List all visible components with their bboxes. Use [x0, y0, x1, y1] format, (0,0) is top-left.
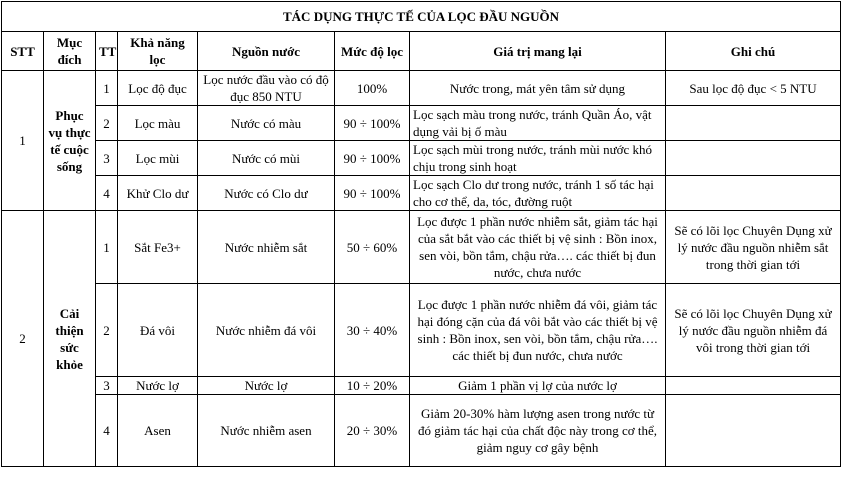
row-note: Sau lọc độ đục < 5 NTU [666, 71, 841, 106]
row-level: 90 ÷ 100% [335, 106, 410, 141]
header-stt: STT [2, 32, 44, 71]
row-value: Giảm 1 phần vị lợ của nước lợ [410, 377, 666, 395]
row-value: Giảm 20-30% hàm lượng asen trong nước từ đó giảm tác hại của chất độc này trong cơ thể, giảm nguy cơ gây bệnh [410, 395, 666, 467]
row-capability: Lọc màu [118, 106, 198, 141]
table-row [2, 141, 841, 176]
row-tt: 1 [96, 211, 118, 284]
row-capability: Đá vôi [118, 284, 198, 377]
row-level: 30 ÷ 40% [335, 284, 410, 377]
table-row [2, 211, 841, 284]
row-tt: 3 [96, 377, 118, 395]
row-source: Nước nhiễm asen [198, 395, 335, 467]
table-row [2, 395, 841, 467]
row-value: Lọc sạch mùi trong nước, tránh mùi nước khó chịu trong sinh hoạt [410, 141, 666, 176]
row-note: Sẽ có lõi lọc Chuyên Dụng xử lý nước đầu nguồn nhiễm sắt trong thời gian tới [666, 211, 841, 284]
row-capability: Lọc độ đục [118, 71, 198, 106]
row-source: Lọc nước đầu vào có độ đục 850 NTU [198, 71, 335, 106]
table-row [2, 284, 841, 377]
table-row [2, 176, 841, 211]
header-capability: Khả năng lọc [118, 32, 198, 71]
row-tt: 4 [96, 176, 118, 211]
row-value: Lọc sạch Clo dư trong nước, tránh 1 số tác hại cho cơ thể, da, tóc, đường ruột [410, 176, 666, 211]
row-value: Nước trong, mát yên tâm sử dụng [410, 71, 666, 106]
header-source: Nguồn nước [198, 32, 335, 71]
group-purpose: Cải thiện sức khỏe [44, 211, 96, 467]
table-title: TÁC DỤNG THỰC TẾ CỦA LỌC ĐẦU NGUỒN [2, 2, 841, 32]
row-note [666, 377, 841, 395]
row-source: Nước có mùi [198, 141, 335, 176]
header-purpose: Mục đích [44, 32, 96, 71]
row-note [666, 106, 841, 141]
row-capability: Asen [118, 395, 198, 467]
row-tt: 3 [96, 141, 118, 176]
row-value: Lọc được 1 phần nước nhiễm sắt, giảm tác hại của sắt bắt vào các thiết bị vệ sinh : Bồn inox, sen vòi, bồn tắm, chậu rửa…. các thiết bị đun nước, chưa nước [410, 211, 666, 284]
row-level: 90 ÷ 100% [335, 176, 410, 211]
header-level: Mức độ lọc [335, 32, 410, 71]
header-note: Ghi chú [666, 32, 841, 71]
row-tt: 2 [96, 284, 118, 377]
header-tt: TT [96, 32, 118, 71]
row-level: 50 ÷ 60% [335, 211, 410, 284]
group-stt: 1 [2, 71, 44, 211]
row-capability: Sắt Fe3+ [118, 211, 198, 284]
row-note [666, 141, 841, 176]
row-level: 10 ÷ 20% [335, 377, 410, 395]
row-note: Sẽ có lõi lọc Chuyên Dụng xử lý nước đầu nguồn nhiễm đá vôi trong thời gian tới [666, 284, 841, 377]
row-level: 90 ÷ 100% [335, 141, 410, 176]
filter-effects-table [1, 1, 841, 467]
row-value: Lọc được 1 phần nước nhiễm đá vôi, giảm tác hại đóng cặn của đá vôi bắt vào các thiết bị vệ sinh : Bồn inox, sen vòi, bồn tắm, chậu rửa…. các thiết bị đun nước, chưa nước [410, 284, 666, 377]
row-source: Nước có màu [198, 106, 335, 141]
row-tt: 4 [96, 395, 118, 467]
row-value: Lọc sạch màu trong nước, tránh Quần Áo, vật dụng vải bị ố màu [410, 106, 666, 141]
row-level: 100% [335, 71, 410, 106]
group-stt: 2 [2, 211, 44, 467]
table-row [2, 71, 841, 106]
row-source: Nước nhiễm đá vôi [198, 284, 335, 377]
row-source: Nước lợ [198, 377, 335, 395]
row-capability: Lọc mùi [118, 141, 198, 176]
row-source: Nước nhiễm sắt [198, 211, 335, 284]
group-purpose: Phục vụ thực tế cuộc sống [44, 71, 96, 211]
row-note [666, 176, 841, 211]
row-tt: 2 [96, 106, 118, 141]
row-capability: Khử Clo dư [118, 176, 198, 211]
row-tt: 1 [96, 71, 118, 106]
row-source: Nước có Clo dư [198, 176, 335, 211]
table-row [2, 377, 841, 395]
row-capability: Nước lợ [118, 377, 198, 395]
header-value: Giá trị mang lại [410, 32, 666, 71]
row-level: 20 ÷ 30% [335, 395, 410, 467]
table-row [2, 106, 841, 141]
row-note [666, 395, 841, 467]
header-row [2, 32, 841, 71]
